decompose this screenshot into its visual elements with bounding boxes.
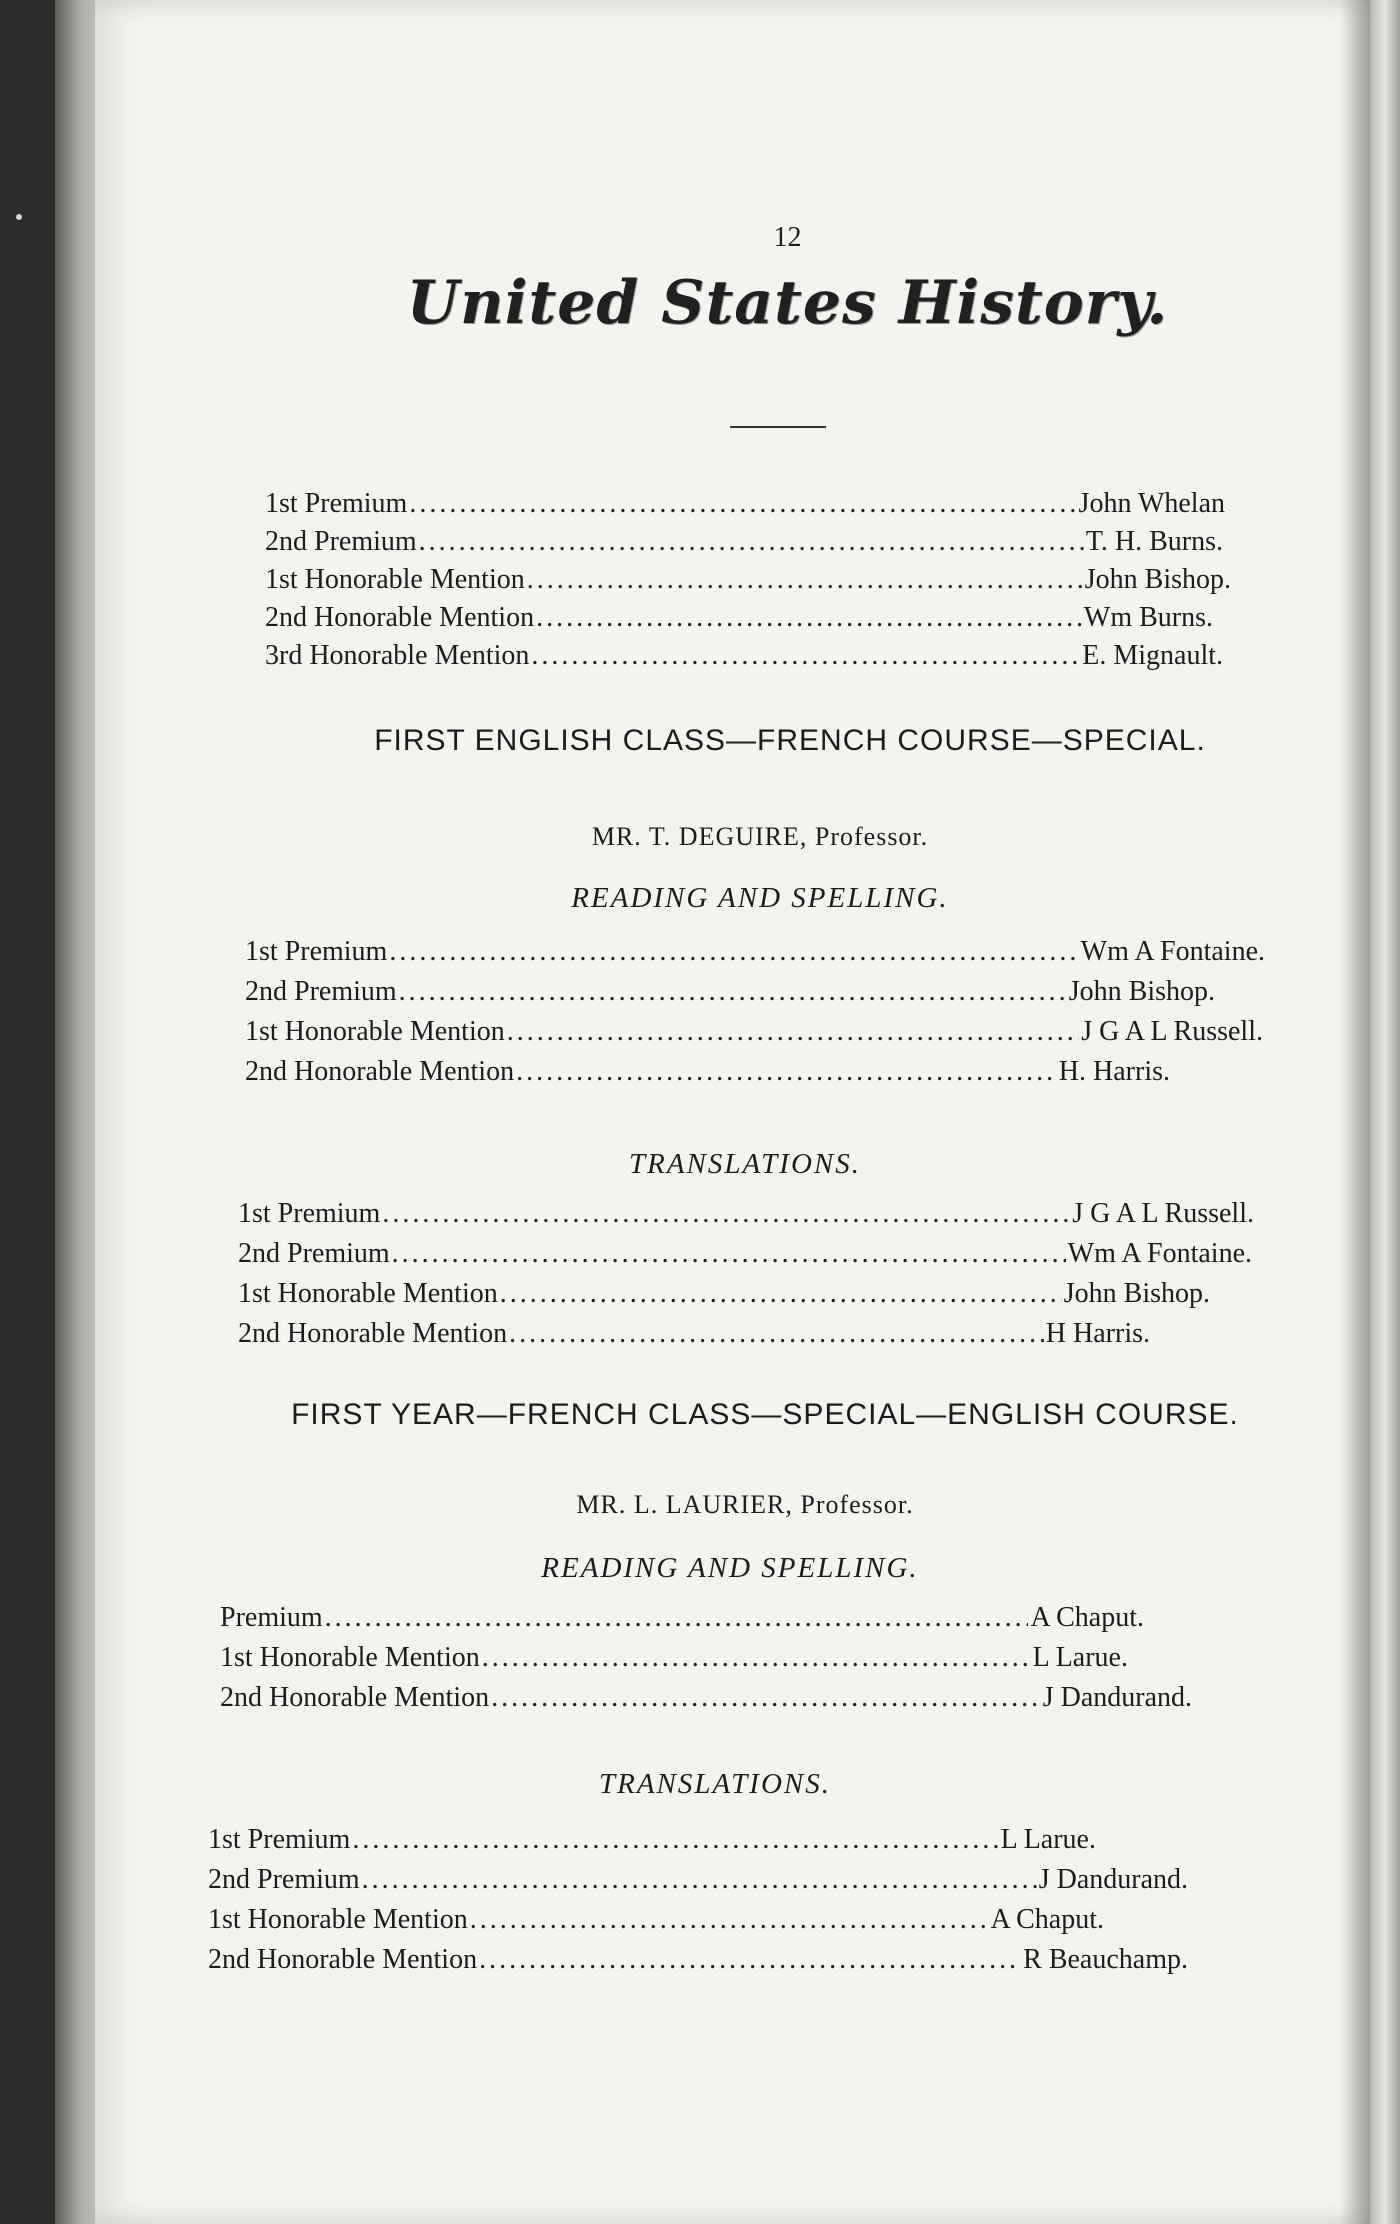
dot-leader xyxy=(392,1234,1066,1274)
award-row xyxy=(245,1012,1263,1052)
title-rule xyxy=(730,426,826,428)
dot-leader xyxy=(389,932,1078,972)
subject-title: READING AND SPELLING. xyxy=(571,882,949,914)
award-label: 2nd Premium xyxy=(245,976,397,1007)
reading-spelling-list xyxy=(220,1598,1220,1718)
subject-title: TRANSLATIONS. xyxy=(599,1768,831,1800)
award-name: L Larue. xyxy=(1032,1642,1128,1673)
dot-leader xyxy=(382,1194,1070,1234)
award-row xyxy=(245,932,1265,972)
award-name: J G A L Russell. xyxy=(1072,1198,1254,1229)
dot-leader xyxy=(409,484,1076,524)
award-name: J Dandurand. xyxy=(1042,1682,1192,1713)
award-label: 2nd Honorable Mention xyxy=(238,1318,508,1349)
class-heading: FIRST ENGLISH CLASS—FRENCH COURSE—SPECIAL. xyxy=(374,724,1206,757)
award-label: 1st Honorable Mention xyxy=(208,1904,468,1935)
award-row xyxy=(220,1638,1128,1678)
award-row xyxy=(238,1194,1254,1234)
dot-leader xyxy=(419,522,1084,562)
professor-line: MR. L. LAURIER, Professor. xyxy=(576,1490,914,1519)
award-name: John Bishop. xyxy=(1068,976,1215,1007)
award-label: 1st Premium xyxy=(208,1824,351,1855)
class-heading: FIRST YEAR—FRENCH CLASS—SPECIAL—ENGLISH COURSE. xyxy=(291,1398,1239,1431)
dot-leader xyxy=(536,598,1082,638)
dot-leader xyxy=(500,1274,1062,1314)
award-label: 3rd Honorable Mention xyxy=(265,640,530,671)
award-label: 1st Honorable Mention xyxy=(238,1278,498,1309)
award-row xyxy=(265,484,1225,524)
award-label: 2nd Honorable Mention xyxy=(265,602,535,633)
award-row xyxy=(220,1678,1192,1718)
award-label: 1st Premium xyxy=(238,1198,381,1229)
award-name: Wm A Fontaine. xyxy=(1067,1238,1252,1269)
dot-leader xyxy=(509,1314,1044,1354)
award-name: John Bishop. xyxy=(1063,1278,1210,1309)
dot-leader xyxy=(470,1900,989,1940)
award-label: 2nd Premium xyxy=(265,526,417,557)
award-row xyxy=(238,1314,1150,1354)
award-name: Wm Burns. xyxy=(1083,602,1213,633)
award-row xyxy=(265,636,1223,676)
award-row xyxy=(265,560,1231,600)
award-name: A Chaput. xyxy=(990,1904,1104,1935)
award-name: J G A L Russell. xyxy=(1081,1016,1263,1047)
award-label: 1st Premium xyxy=(265,488,408,519)
award-name: R Beauchamp. xyxy=(1023,1944,1188,1975)
subject-title: TRANSLATIONS. xyxy=(629,1148,861,1180)
award-row xyxy=(245,972,1215,1012)
dust-speck xyxy=(16,214,22,220)
award-row xyxy=(245,1052,1170,1092)
history-awards-list xyxy=(265,484,1245,676)
award-label: Premium xyxy=(220,1602,323,1633)
award-label: 2nd Honorable Mention xyxy=(220,1682,490,1713)
award-row xyxy=(238,1234,1252,1274)
award-label: 2nd Honorable Mention xyxy=(245,1056,515,1087)
dot-leader xyxy=(325,1598,1029,1638)
dot-leader xyxy=(362,1860,1037,1900)
award-row xyxy=(265,598,1213,638)
award-label: 1st Honorable Mention xyxy=(265,564,525,595)
dot-leader xyxy=(491,1678,1041,1718)
award-row xyxy=(265,522,1223,562)
award-row xyxy=(208,1820,1096,1860)
dot-leader xyxy=(482,1638,1031,1678)
award-label: 1st Premium xyxy=(245,936,388,967)
award-name: Wm A Fontaine. xyxy=(1080,936,1265,967)
award-name: T. H. Burns. xyxy=(1085,526,1223,557)
dot-leader xyxy=(531,636,1080,676)
dot-leader xyxy=(507,1012,1079,1052)
dot-leader xyxy=(399,972,1067,1012)
award-label: 2nd Honorable Mention xyxy=(208,1944,478,1975)
award-name: John Whelan xyxy=(1078,488,1225,519)
award-label: 1st Honorable Mention xyxy=(220,1642,480,1673)
award-label: 1st Honorable Mention xyxy=(245,1016,505,1047)
professor-line: MR. T. DEGUIRE, Professor. xyxy=(591,822,929,851)
page-number: 12 xyxy=(773,222,802,253)
award-name: L Larue. xyxy=(1000,1824,1096,1855)
award-row xyxy=(208,1940,1188,1980)
dot-leader xyxy=(527,560,1083,600)
page-title: United States History. xyxy=(406,268,1169,338)
award-name: H Harris. xyxy=(1045,1318,1150,1349)
award-row xyxy=(238,1274,1210,1314)
award-name: J Dandurand. xyxy=(1038,1864,1188,1895)
award-label: 2nd Premium xyxy=(208,1864,360,1895)
award-label: 2nd Premium xyxy=(238,1238,390,1269)
award-name: E. Mignault. xyxy=(1082,640,1223,671)
award-name: H. Harris. xyxy=(1058,1056,1170,1087)
translations-list xyxy=(208,1820,1208,1980)
award-name: A Chaput. xyxy=(1030,1602,1144,1633)
subject-title: READING AND SPELLING. xyxy=(541,1552,919,1584)
translations-list xyxy=(238,1194,1258,1354)
award-name: John Bishop. xyxy=(1084,564,1231,595)
dot-leader xyxy=(516,1052,1057,1092)
award-row xyxy=(208,1900,1104,1940)
award-row xyxy=(208,1860,1188,1900)
dot-leader xyxy=(479,1940,1021,1980)
award-row xyxy=(220,1598,1144,1638)
reading-spelling-list xyxy=(245,932,1265,1092)
dot-leader xyxy=(352,1820,998,1860)
